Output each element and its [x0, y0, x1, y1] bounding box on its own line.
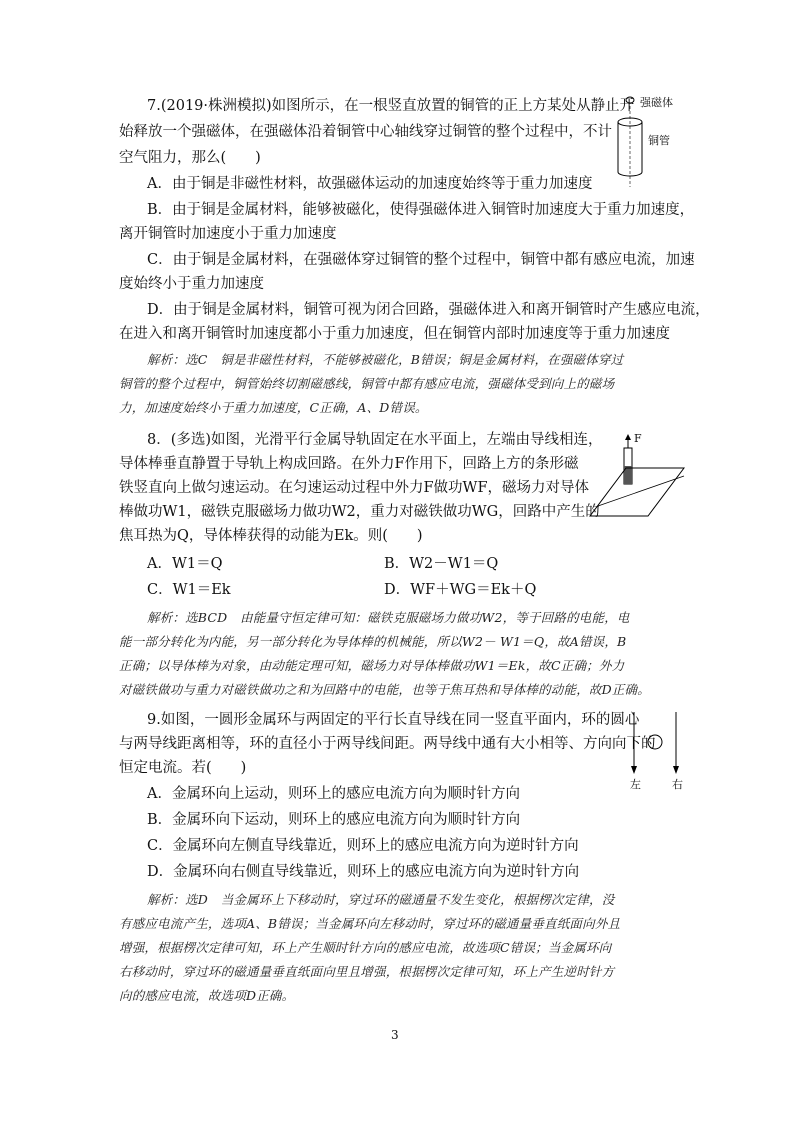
q7-option-d: D．由于铜是金属材料，铜管可视为闭合回路，强磁体进入和离开铜管时产生感应电流， — [147, 302, 710, 318]
wires-ring-figure — [620, 710, 690, 790]
q7-option-b: B．由于铜是金属材料，能够被磁化，使得强磁体进入铜管时加速度大于重力加速度， — [147, 202, 695, 218]
force-arrow-head — [625, 434, 631, 440]
q9-option-a: A．金属环向上运动，则环上的感应电流方向为顺时针方向 — [147, 786, 520, 802]
q9-stem-line: 9.如图，一圆形金属环与两固定的平行长直导线在同一竖直平面内，环的圆心 — [147, 712, 640, 728]
q8-stem-line: 棒做功W1，磁铁克服磁场力做功W2，重力对磁铁做功WG，回路中产生的 — [119, 504, 600, 520]
q7-option-b-cont: 离开铜管时加速度小于重力加速度 — [119, 226, 337, 242]
q8-stem-line: 8．(多选)如图，光滑平行金属导轨固定在水平面上，左端由导线相连， — [147, 432, 603, 448]
q8-solution-line: 正确；以导体棒为对象，由动能定理可知，磁场力对导体棒做功W1＝Ek，故C正确；外力 — [119, 658, 625, 673]
q7-option-c: C．由于铜是金属材料，在强磁体穿过铜管的整个过程中，铜管中都有感应电流，加速 — [147, 252, 695, 268]
q9-solution-line: 增强，根据楞次定律可知，环上产生顺时针方向的感应电流，故选项C错误；当金属环向 — [119, 940, 612, 955]
q7-option-a: A．由于铜是非磁性材料，故强磁体运动的加速度始终等于重力加速度 — [147, 176, 593, 192]
left-wire-arrow — [631, 766, 637, 774]
q8-solution-line: 能一部分转化为内能，另一部分转化为导体棒的机械能，所以W2－ W1＝Q，故A错误，B — [119, 634, 627, 649]
q9-solution-line: 向的感应电流，故选项D正确。 — [119, 988, 295, 1003]
q8-stem-line: 铁竖直向上做匀速运动。在匀速运动过程中外力F做功WF，磁场力对导体 — [119, 480, 590, 496]
q8-option-b: B．W2－W1＝Q — [384, 556, 499, 572]
q9-solution-line: 有感应电流产生，选项A、B错误；当金属环向左移动时，穿过环的磁通量垂直纸面向外且 — [119, 916, 621, 931]
right-wire-arrow — [673, 766, 679, 774]
page-number: 3 — [391, 1028, 399, 1042]
q8-stem-line: 导体棒垂直静置于导轨上构成回路。在外力F作用下，回路上方的条形磁 — [119, 456, 579, 472]
q7-option-c-cont: 度始终小于重力加速度 — [119, 276, 264, 292]
q7-solution-line: 力，加速度始终小于重力加速度，C正确，A、D错误。 — [119, 400, 428, 415]
q7-stem-line: 始释放一个强磁体，在强磁体沿着铜管中心轴线穿过铜管的整个过程中，不计 — [119, 124, 612, 140]
q8-solution-line: 对磁铁做功与重力对磁铁做功之和为回路中的电能，也等于焦耳热和导体棒的动能，故D正确。 — [119, 682, 650, 697]
q9-stem-line: 恒定电流。若( ) — [119, 760, 247, 776]
q7-solution-line: 铜管的整个过程中，铜管始终切割磁感线，铜管中都有感应电流，强磁体受到向上的磁场 — [119, 376, 615, 391]
q7-stem-line: 空气阻力，那么( ) — [119, 150, 261, 166]
rail-magnet-diagram — [588, 434, 688, 524]
right-label: 右 — [672, 778, 683, 791]
q8-solution-line: 解析：选BCD 由能量守恒定律可知：磁铁克服磁场力做功W2，等于回路的电能，电 — [147, 610, 630, 625]
force-label: F — [634, 432, 642, 445]
q8-option-d: D．WF＋WG＝Ek＋Q — [384, 582, 537, 598]
q9-option-d: D．金属环向右侧直导线靠近，则环上的感应电流方向为逆时针方向 — [147, 864, 580, 880]
q9-option-c: C．金属环向左侧直导线靠近，则环上的感应电流方向为逆时针方向 — [147, 838, 579, 854]
q8-stem-line: 焦耳热为Q，导体棒获得的动能为Ek。则( ) — [119, 528, 423, 544]
q7-stem-line: 7.(2019·株洲模拟)如图所示，在一根竖直放置的铜管的正上方某处从静止开 — [147, 98, 635, 114]
magnet-shape — [626, 97, 634, 103]
left-label: 左 — [630, 778, 641, 791]
magnet-label: 强磁体 — [640, 96, 673, 109]
copper-tube-figure — [610, 92, 690, 192]
rail-line — [598, 476, 684, 506]
metal-ring — [648, 735, 662, 749]
q8-option-c: C．W1＝Ek — [147, 582, 231, 598]
rail-magnet-figure — [588, 434, 688, 524]
q7-solution-line: 解析：选C 铜是非磁性材料，不能够被磁化，B错误；铜是金属材料，在强磁体穿过 — [147, 352, 624, 367]
q9-solution-line: 解析：选D 当金属环上下移动时，穿过环的磁通量不发生变化，根据楞次定律，没 — [147, 892, 615, 907]
q9-option-b: B．金属环向下运动，则环上的感应电流方向为顺时针方向 — [147, 812, 521, 828]
q9-solution-line: 右移动时，穿过环的磁通量垂直纸面向里且增强，根据楞次定律可知，环上产生逆时针方 — [119, 964, 615, 979]
tube-label: 铜管 — [648, 134, 670, 147]
q7-option-d-cont: 在进入和离开铜管时加速度都小于重力加速度，但在铜管内部时加速度等于重力加速度 — [119, 326, 670, 342]
q9-stem-line: 与两导线距离相等，环的直径小于两导线间距。两导线中通有大小相等、方向向下的 — [119, 736, 656, 752]
q8-option-a: A．W1＝Q — [147, 556, 223, 572]
